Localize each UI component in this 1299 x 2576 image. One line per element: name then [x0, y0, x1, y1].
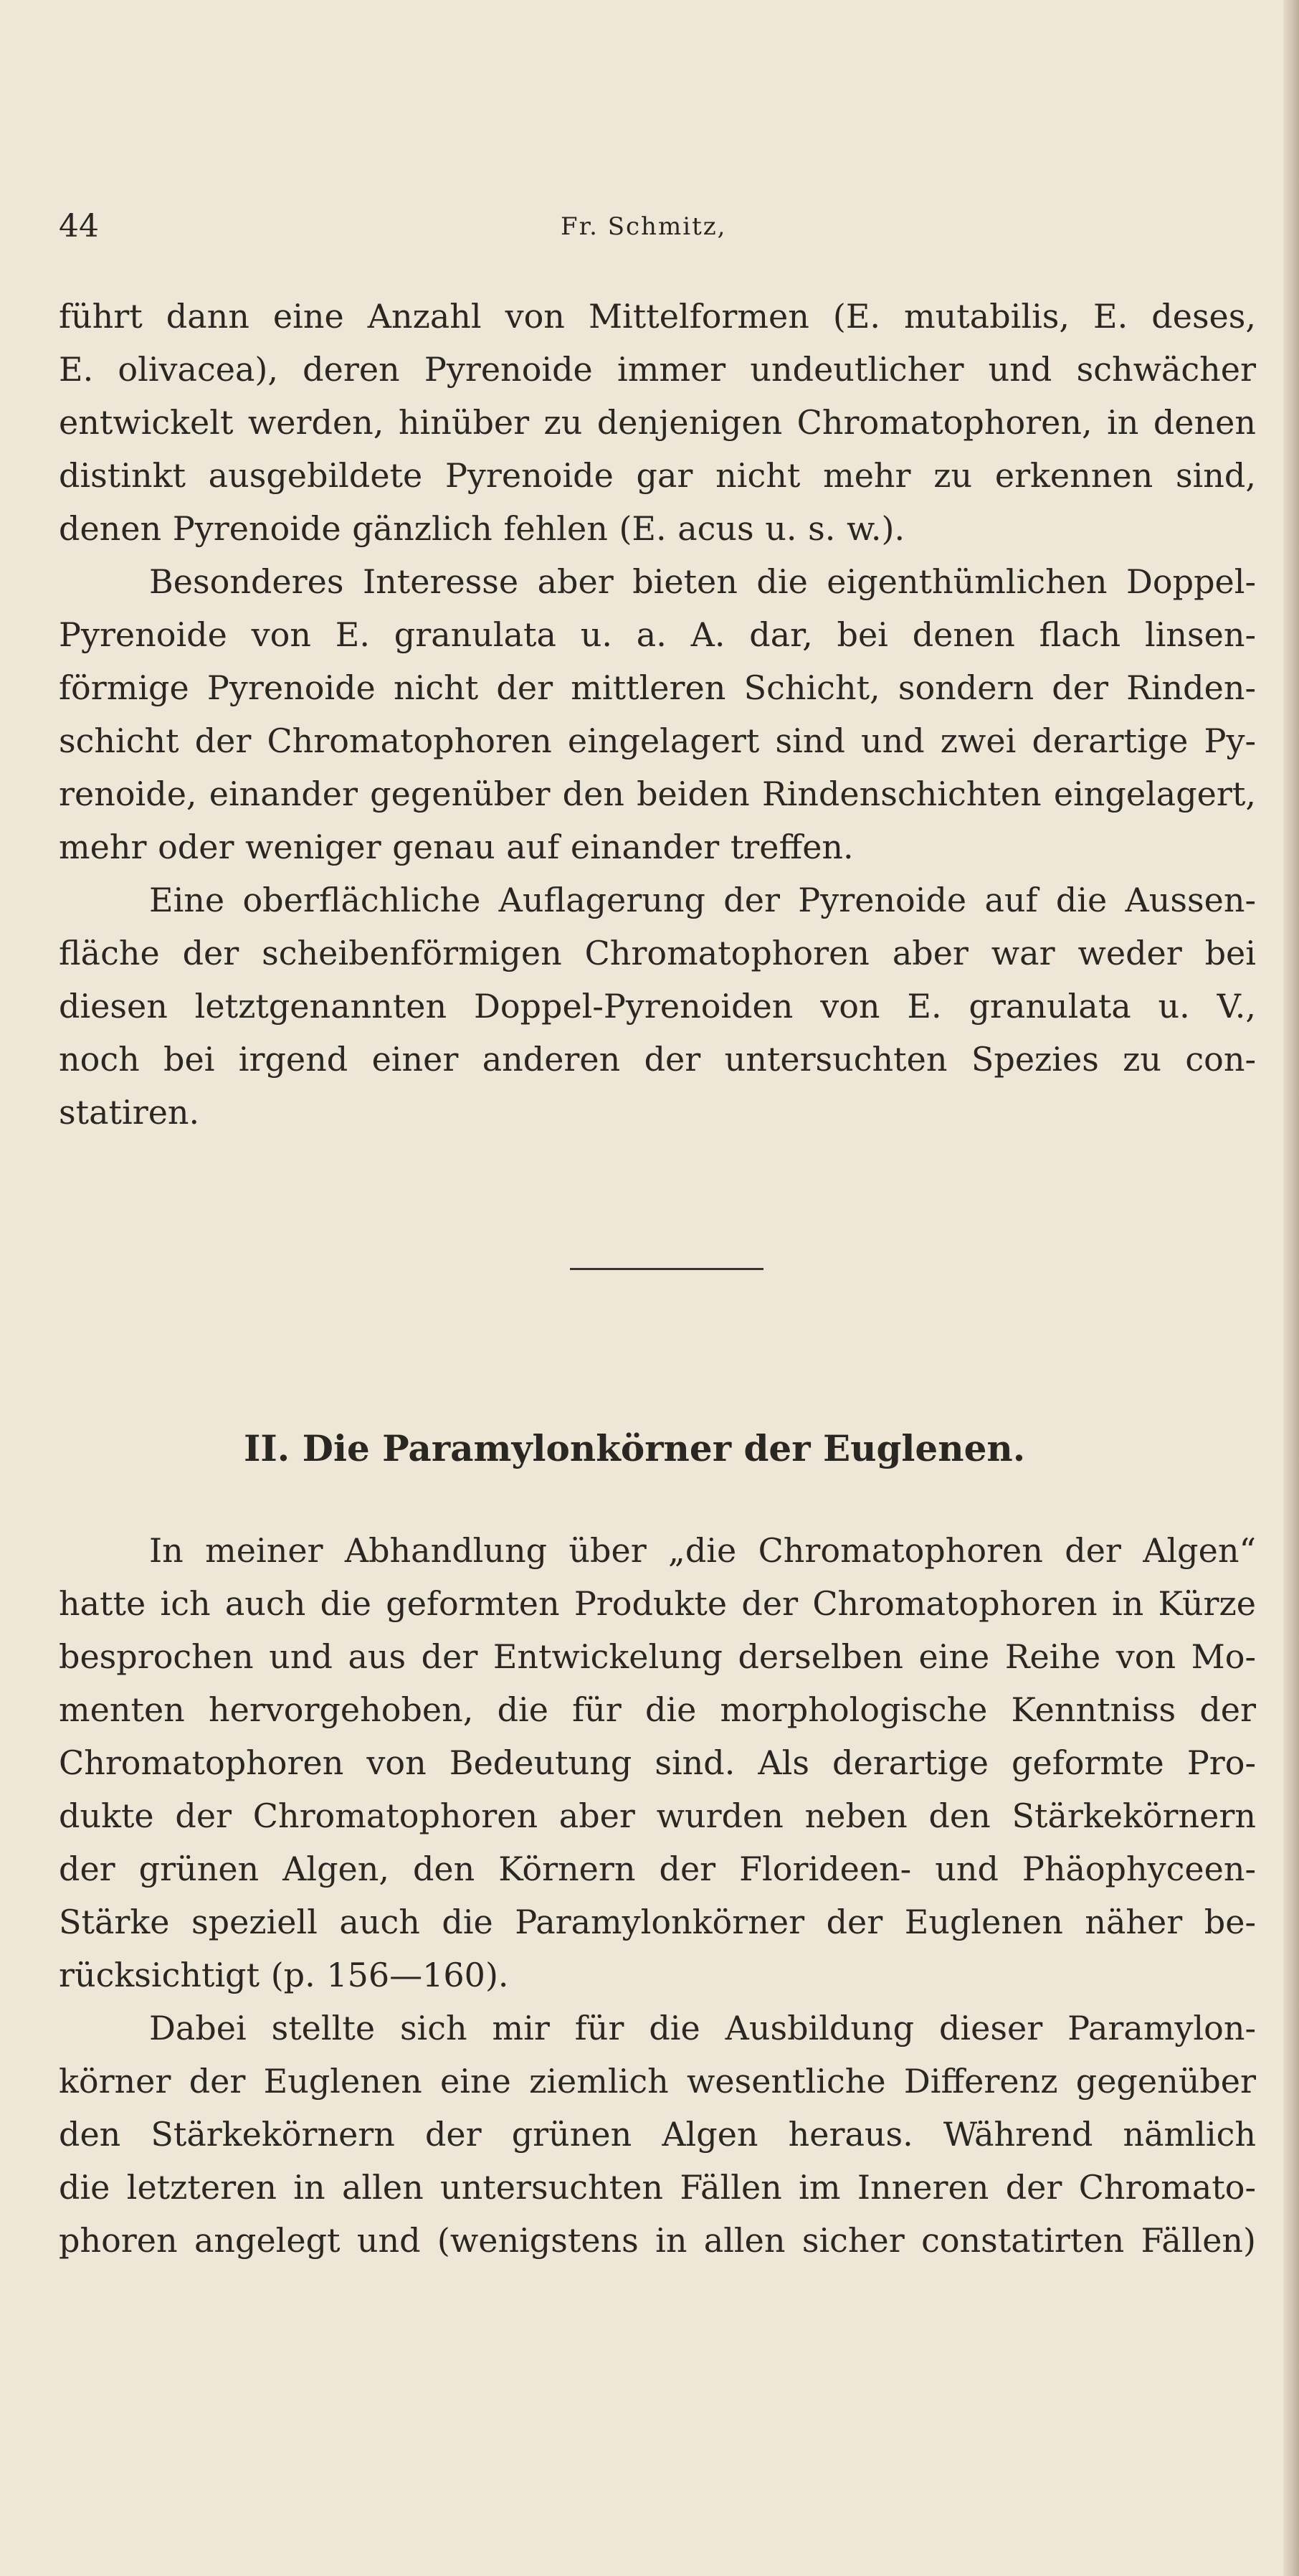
text-line: mehr oder weniger genau auf einander treffen. — [59, 828, 854, 866]
text-line: Dabei stellte sich mir für die Ausbildung dieser Paramylon- — [149, 2009, 1256, 2047]
text-line: hatte ich auch die geformten Produkte der Chromatophoren in Kürze — [59, 1584, 1256, 1623]
text-line: Eine oberflächliche Auflagerung der Pyrenoide auf die Aussen- — [149, 881, 1256, 919]
page-header — [59, 208, 1220, 258]
text-line: noch bei irgend einer anderen der untersuchten Spezies zu con- — [59, 1040, 1256, 1079]
text-line: fläche der scheibenförmigen Chromatophoren aber war weder bei — [59, 934, 1256, 972]
text-line: phoren angelegt und (wenigstens in allen sicher constatirten Fällen) — [59, 2221, 1256, 2260]
text-line: denen Pyrenoide gänzlich fehlen (E. acus u. s. w.). — [59, 509, 905, 548]
text-line: renoide, einander gegenüber den beiden Rindenschichten eingelagert, — [59, 775, 1256, 813]
text-line: diesen letztgenannten Doppel-Pyrenoiden von E. granulata u. V., — [59, 987, 1256, 1026]
text-line: schicht der Chromatophoren eingelagert sind und zwei derartige Py- — [59, 721, 1256, 760]
section-divider — [570, 1268, 763, 1270]
section-heading: II. Die Paramylonkörner der Euglenen. — [244, 1427, 1026, 1469]
text-line: menten hervorgehoben, die für die morphologische Kenntniss der — [59, 1690, 1256, 1729]
text-line: statiren. — [59, 1093, 200, 1132]
section-1-text — [59, 290, 1256, 1139]
running-head: Fr. Schmitz, — [561, 212, 727, 241]
text-line: distinkt ausgebildete Pyrenoide gar nicht mehr zu erkennen sind, — [59, 456, 1256, 495]
text-line: E. olivacea), deren Pyrenoide immer undeutlicher und schwächer — [59, 350, 1256, 389]
text-line: körner der Euglenen eine ziemlich wesentliche Differenz gegenüber — [59, 2062, 1256, 2101]
text-line: entwickelt werden, hinüber zu denjenigen Chromatophoren, in denen — [59, 403, 1256, 442]
text-line: In meiner Abhandlung über „die Chromatophoren der Algen“ — [149, 1531, 1256, 1570]
text-line: den Stärkekörnern der grünen Algen heraus. Während nämlich — [59, 2115, 1256, 2154]
page-edge-shadow — [1283, 0, 1299, 2576]
text-line: Chromatophoren von Bedeutung sind. Als derartige geformte Pro- — [59, 1743, 1256, 1782]
text-line: rücksichtigt (p. 156—160). — [59, 1956, 509, 1994]
page-number: 44 — [59, 208, 99, 245]
text-line: Besonderes Interesse aber bieten die eigenthümlichen Doppel- — [149, 562, 1256, 601]
text-line: der grünen Algen, den Körnern der Florideen- und Phäophyceen- — [59, 1850, 1256, 1888]
text-line: führt dann eine Anzahl von Mittelformen (E. mutabilis, E. deses, — [59, 297, 1256, 336]
text-line: Stärke speziell auch die Paramylonkörner der Euglenen näher be- — [59, 1903, 1256, 1941]
text-line: förmige Pyrenoide nicht der mittleren Schicht, sondern der Rinden- — [59, 668, 1256, 707]
text-line: dukte der Chromatophoren aber wurden neben den Stärkekörnern — [59, 1796, 1256, 1835]
text-line: besprochen und aus der Entwickelung derselben eine Reihe von Mo- — [59, 1637, 1256, 1676]
section-2-text — [59, 1524, 1256, 2267]
text-line: Pyrenoide von E. granulata u. a. A. dar, bei denen flach linsen- — [59, 615, 1256, 654]
text-line: die letzteren in allen untersuchten Fällen im Inneren der Chromato- — [59, 2168, 1256, 2207]
